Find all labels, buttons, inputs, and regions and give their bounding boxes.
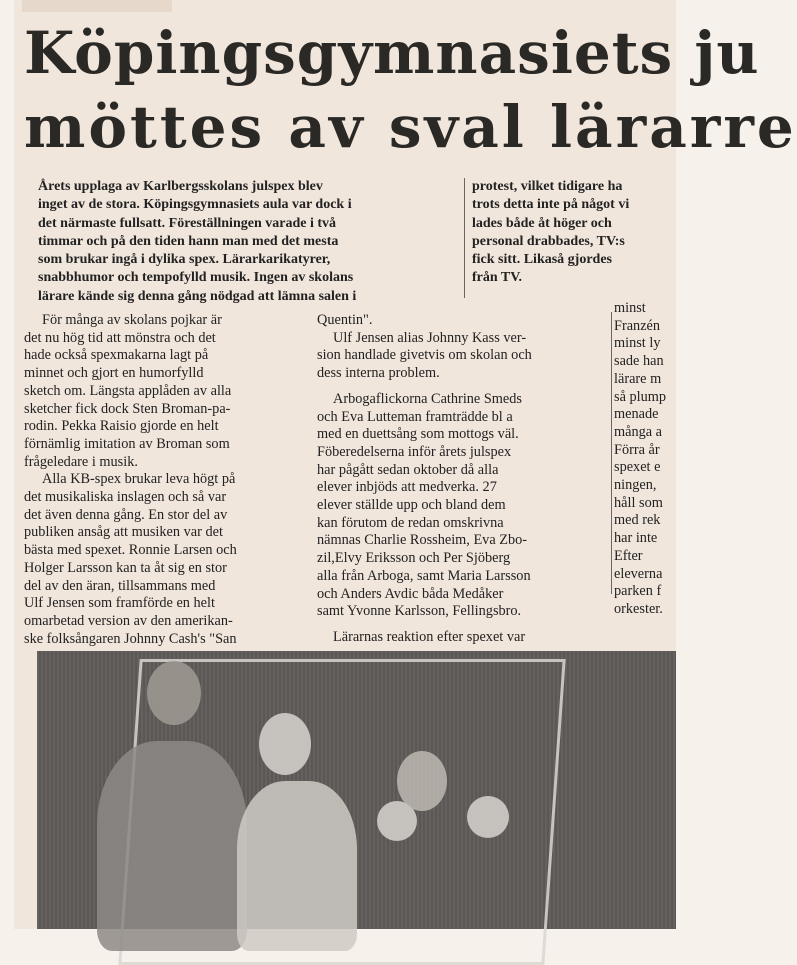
text-line: och Anders Avdic båda Medåker — [317, 585, 504, 602]
text-line: håll som — [614, 494, 663, 511]
text-line: nämnas Charlie Rossheim, Eva Zbo- — [317, 532, 528, 549]
text-line: och Eva Lutteman framträdde bl a — [317, 408, 513, 425]
text-line: kan förutom de redan omskrivna — [317, 514, 504, 531]
text-line: del av den äran, tillsammans med — [24, 577, 216, 594]
text-line: hade också spexmakarna lagt på — [24, 347, 209, 364]
text-line: Alla KB-spex brukar leva högt på — [42, 471, 236, 488]
text-line: Arbogaflickorna Cathrine Smeds — [333, 390, 522, 407]
text-line: Förra år — [614, 441, 660, 458]
article-column-1 — [24, 312, 312, 648]
lead-line: lärare kände sig denna gång nödgad att lämna salen i — [38, 288, 357, 304]
lead-line: timmar och på den tiden hann man med det mesta — [38, 233, 339, 249]
photo-figure-head — [397, 751, 447, 811]
text-line: sketch om. Längsta applåden av alla — [24, 382, 232, 399]
lead-column-divider — [464, 178, 465, 298]
text-line: har pågått sedan oktober då alla — [317, 461, 499, 478]
column-divider — [611, 312, 612, 594]
text-line: minst ly — [614, 335, 661, 352]
headline-line-1: Köpingsgymnasiets ju — [24, 19, 760, 87]
text-line: Franzén — [614, 317, 661, 334]
text-line: alla från Arboga, samt Maria Larsson — [317, 567, 531, 584]
text-line: omarbetad version av den amerikan- — [24, 612, 233, 629]
article-column-2 — [317, 312, 607, 647]
text-line: Holger Larsson kan ta åt sig en stor — [24, 559, 227, 576]
lead-line: lades både åt höger och — [472, 215, 612, 231]
text-line: eleverna — [614, 565, 663, 582]
text-line: det även denna gång. En stor del av — [24, 506, 228, 523]
text-line: samt Yvonne Karlsson, Fellingsbro. — [317, 603, 522, 620]
lead-line: protest, vilket tidigare ha — [472, 179, 623, 194]
text-line: sketcher fick dock Sten Broman-pa- — [24, 400, 231, 417]
text-line: Efter — [614, 547, 643, 564]
photo-hand — [467, 796, 509, 838]
text-line: frågeledare i musik. — [24, 453, 138, 470]
headline-line-2: möttes av sval lärarre — [24, 93, 797, 161]
text-line: många a — [614, 423, 663, 440]
lead-line: som brukar ingå i dylika spex. Lärarkarikatyrer, — [38, 252, 331, 268]
lead-line: Årets upplaga av Karlbergsskolans julspex blev — [38, 179, 323, 194]
text-line: minst — [614, 300, 646, 316]
lead-line: trots detta inte på något vi — [472, 197, 630, 213]
lead-line: fick sitt. Likaså gjordes — [472, 252, 612, 268]
text-line: Ulf Jensen alias Johnny Kass ver- — [333, 329, 527, 346]
tape-strip — [22, 0, 172, 12]
text-line: Föberedelserna inför årets julspex — [317, 443, 512, 460]
lead-line: inget av de stora. Köpingsgymnasiets aula var dock i — [38, 197, 352, 213]
text-line: det nu hög tid att mönstra och det — [24, 329, 216, 346]
text-line: orkester. — [614, 600, 663, 617]
text-line: zil,Elvy Eriksson och Per Sjöberg — [317, 550, 511, 567]
lead-line: det närmaste fullsatt. Föreställningen varade i två — [38, 215, 336, 231]
text-line: dess interna problem. — [317, 365, 440, 382]
text-line: bästa med spexet. Ronnie Larsen och — [24, 542, 237, 559]
text-line: För många av skolans pojkar är — [42, 312, 222, 328]
text-line: Ulf Jensen som framförde en helt — [24, 595, 215, 612]
text-line: Lärarnas reaktion efter spexet var — [333, 628, 526, 645]
text-line — [317, 621, 607, 629]
text-line: det musikaliska inslagen och så var — [24, 489, 227, 506]
text-line: menade — [614, 406, 659, 423]
text-line: ningen, — [614, 477, 657, 494]
photo-figure-head — [147, 661, 201, 725]
text-line: Quentin". — [317, 312, 373, 328]
text-line: sade han — [614, 353, 664, 370]
article-column-3 — [614, 300, 676, 619]
text-line: elever ställde upp och bland dem — [317, 497, 506, 514]
text-line: har inte — [614, 530, 658, 547]
text-line: så plump — [614, 388, 667, 405]
text-line: parken f — [614, 583, 662, 600]
text-line: förnämlig imitation av Broman som — [24, 435, 230, 452]
photo-figure-body — [237, 781, 357, 951]
text-line: ske folksångaren Johnny Cash's "San — [24, 630, 237, 647]
text-line: med en duettsång som mottogs väl. — [317, 426, 519, 443]
text-line: publiken ansåg att musiken var det — [24, 524, 223, 541]
spex-photo — [37, 651, 676, 929]
photo-figure-head — [259, 713, 311, 775]
text-line: med rek — [614, 512, 661, 529]
text-line: elever inbjöds att medverka. 27 — [317, 479, 497, 496]
lead-right — [472, 178, 676, 288]
text-line: minnet och gjort en humorfylld — [24, 365, 204, 382]
photo-figure-body — [97, 741, 247, 951]
text-line: rodin. Pekka Raisio gjorde en helt — [24, 418, 219, 435]
text-line: spexet e — [614, 459, 661, 476]
lead-left — [38, 178, 458, 306]
lead-line: personal drabbades, TV:s — [472, 233, 625, 249]
text-line — [317, 383, 607, 391]
lead-line: snabbhumor och tempofylld musik. Ingen av skolans — [38, 270, 354, 286]
text-line: lärare m — [614, 370, 662, 387]
lead-line: från TV. — [472, 270, 523, 286]
text-line: sion handlade givetvis om skolan och — [317, 347, 532, 364]
